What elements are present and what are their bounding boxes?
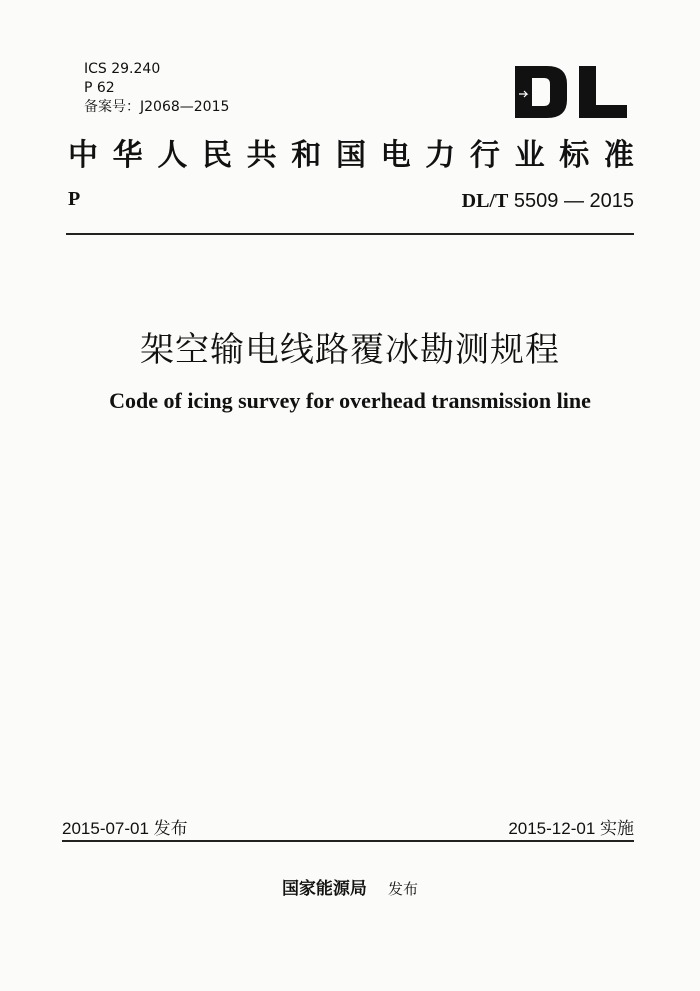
issue-date: 2015-07-01 发布 [62, 819, 188, 838]
standard-type-char: 中 [68, 138, 98, 173]
standard-number-value: 5509 — 2015 [513, 190, 634, 212]
publisher-name: 国家能源局 [281, 879, 367, 899]
classification-letter: P [68, 188, 81, 210]
standard-type-title [68, 138, 634, 174]
standard-type-char: 民 [201, 138, 232, 173]
standard-number [462, 190, 634, 213]
standard-type-char: 电 [380, 138, 411, 173]
standard-type-char: 和 [291, 138, 322, 173]
standard-type-char: 华 [112, 138, 143, 173]
standard-type-char: 力 [425, 138, 456, 173]
header-divider [66, 233, 634, 235]
chinese-title: 架空输电线路覆冰勘测规程 [140, 330, 560, 370]
catalog-info [84, 60, 229, 117]
record-number: 备案号：J2068—2015 [84, 99, 230, 115]
p-code: P 62 [84, 80, 115, 96]
english-title: Code of icing survey for overhead transmission line [109, 388, 591, 413]
standard-type-char: 业 [514, 138, 545, 173]
standard-type-char: 人 [157, 138, 188, 173]
standard-type-char: 国 [335, 138, 366, 173]
ics-code: ICS 29.240 [84, 61, 161, 77]
dl-logo [513, 64, 629, 120]
standard-type-char: 标 [559, 138, 590, 173]
standard-type-char: 行 [469, 138, 500, 173]
publisher-line [0, 874, 700, 899]
publish-action: 发布 [388, 880, 419, 898]
implementation-date: 2015-12-01 实施 [508, 819, 634, 838]
standard-type-char: 准 [603, 138, 634, 173]
footer-divider [62, 840, 634, 842]
standard-number-prefix: DL/T [461, 190, 509, 212]
standard-type-char: 共 [246, 138, 277, 173]
